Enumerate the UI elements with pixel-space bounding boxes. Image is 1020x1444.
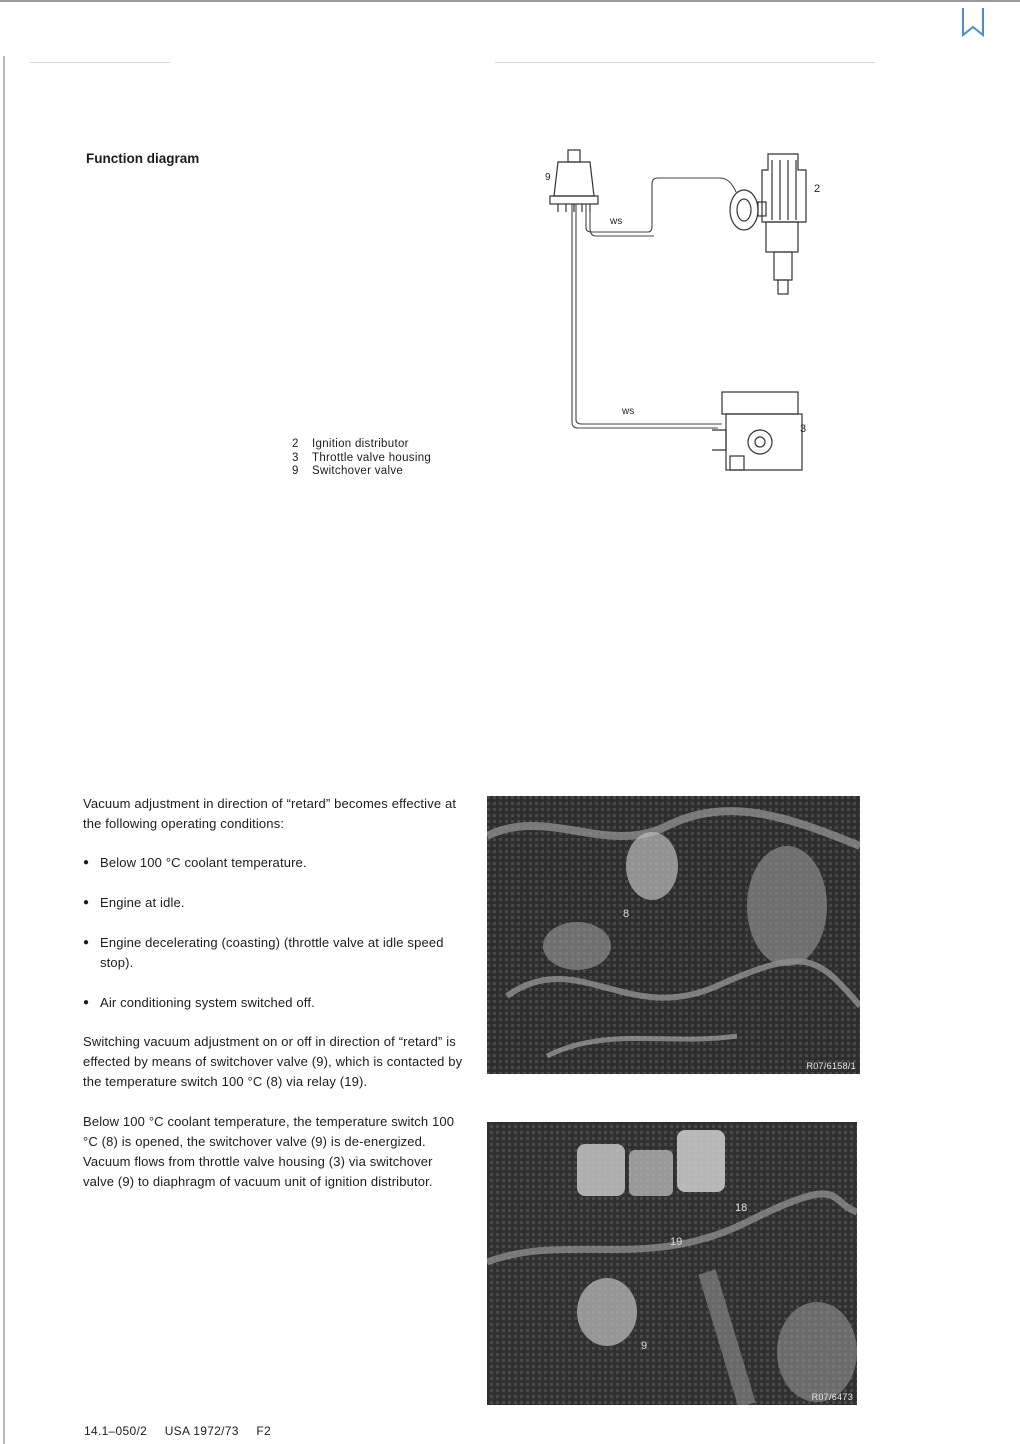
- part-label-2: 2: [814, 183, 821, 195]
- scan-artifact-line: [495, 62, 875, 63]
- photo-callout-8: 8: [623, 908, 630, 920]
- coolant-paragraph: Below 100 °C coolant temperature, the temperature switch 100 °C (8) is opened, the switchover valve (9) is de-energized. Vacuum flows from throttle valve housing (3) via switchover valve (9) to diaphragm of vacuum unit of ignition distributor.: [83, 1114, 455, 1189]
- viewer-toolbar: [0, 0, 1020, 56]
- photo-reference-code: R07/6158/1: [806, 1061, 856, 1071]
- legend-item: 2 Ignition distributor: [292, 438, 409, 450]
- page-edge: [3, 56, 5, 1444]
- vacuum-hoses: [572, 178, 736, 428]
- function-diagram: [540, 140, 840, 485]
- list-item: ● Air conditioning system switched off.: [83, 993, 463, 1013]
- engine-photo-temperature-switch: [487, 796, 860, 1074]
- scan-artifact-line: [30, 62, 170, 63]
- list-item: ● Below 100 °C coolant temperature.: [83, 853, 463, 873]
- bookmark-icon[interactable]: [960, 6, 986, 38]
- photo-callout-18: 18: [735, 1202, 748, 1214]
- list-item: ● Engine decelerating (coasting) (throttle valve at idle speed stop).: [83, 933, 463, 973]
- part-label-3: 3: [800, 423, 807, 435]
- legend-item: 9 Switchover valve: [292, 465, 404, 477]
- hose-label-ws-lower: ws: [622, 406, 635, 417]
- footer-section: F2: [256, 1424, 271, 1438]
- intro-paragraph: Vacuum adjustment in direction of “retard” becomes effective at the following operating conditions:: [83, 796, 457, 831]
- diagram-legend: [292, 438, 431, 479]
- page-footer: [84, 1424, 285, 1438]
- footer-page-number: 14.1–050/2: [84, 1424, 148, 1438]
- condition-list: [83, 853, 463, 1013]
- switching-paragraph: Switching vacuum adjustment on or off in direction of “retard” is effected by means of switchover valve (9), which is contacted by the temperature switch 100 °C (8) via relay (19).: [83, 1034, 463, 1089]
- page-heading: Function diagram: [86, 151, 200, 166]
- engine-photo-relay-switchover-valve: [487, 1122, 857, 1405]
- footer-model-year: USA 1972/73: [164, 1424, 239, 1438]
- photo-callout-19: 19: [670, 1236, 683, 1248]
- body-text: [83, 794, 463, 1192]
- ignition-distributor-drawing: [730, 154, 806, 294]
- legend-item: 3 Throttle valve housing: [292, 451, 432, 464]
- list-item: ● Engine at idle.: [83, 893, 463, 913]
- part-label-9: 9: [545, 172, 551, 183]
- photo-callout-9: 9: [641, 1340, 648, 1352]
- hose-label-ws-upper: ws: [610, 216, 623, 227]
- switchover-valve-drawing: [550, 150, 598, 212]
- throttle-valve-housing-drawing: [712, 392, 802, 470]
- photo-reference-code: R07/6473: [811, 1392, 853, 1402]
